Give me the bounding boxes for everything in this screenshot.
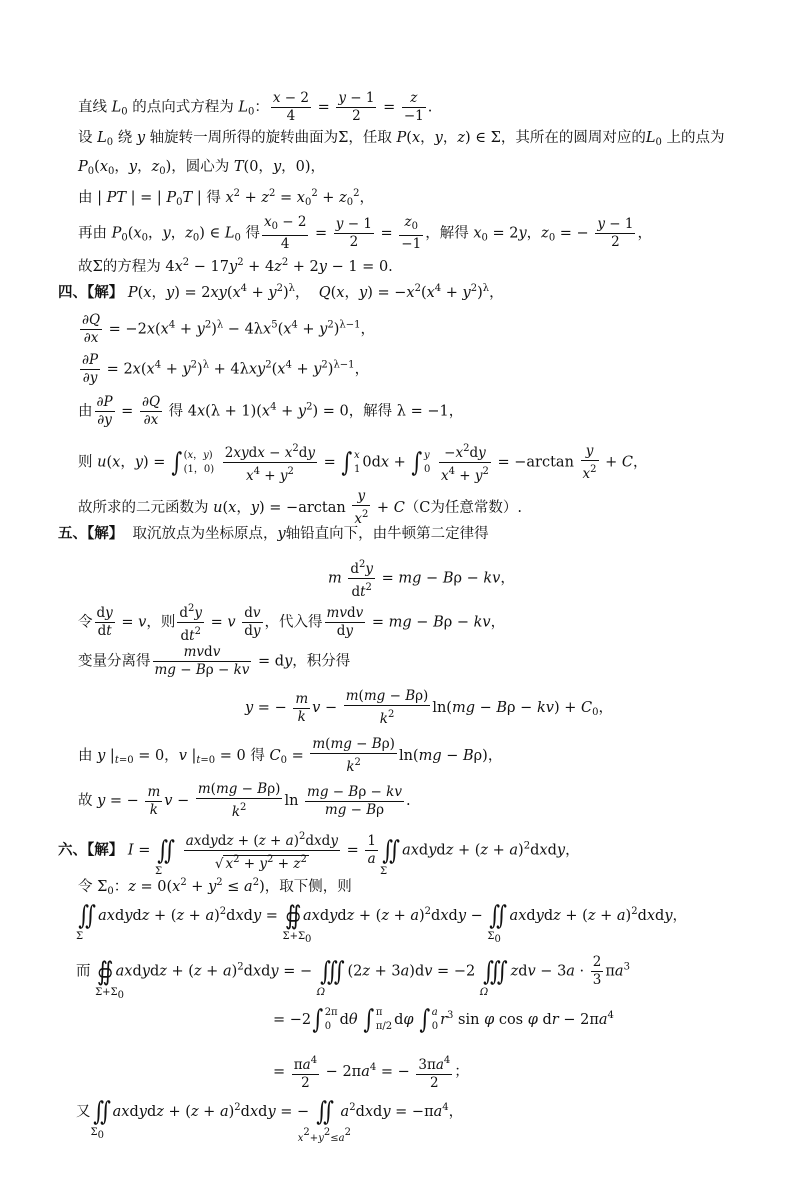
text: ，取下侧，则 (264, 879, 352, 895)
line-dp-dy: $\frac{\partial P}{\partial y}$ = $2x(x^4 + y^2)^\lambda + 4\lambda xy^2(x^4 + y^2)^{\lambda-1}$， (82, 352, 370, 386)
line-gauss-result: = $\frac{\pi a^4}{2}$ − $2\pi a^4$ = − $\frac{3\pi a^4}{2}$ ； (273, 1052, 469, 1092)
text: 绕 (117, 130, 133, 146)
line-sigma0-integral: 又∬ Σ0 axdydz + $(z + a)^2dxdy$ = − ∬ x2+y2≤a2 $a^2dxdy = -\pi a^4$， (76, 1097, 464, 1144)
text: 令 (78, 879, 93, 895)
line-center: $P_0(x_0$，y，$z_0$)，圆心为 T(0，y，0)， (78, 159, 326, 177)
line-sec6-i: 六、【解】 I = ∬ Σ axdydz + $(z + a)^2dxdy$ √ $x^2 + y^2 + z^2$ = $\frac{1}{a}$ ∬ Σ axdydz + $(z + a)^2dxdy$， (58, 828, 580, 873)
text: 直线 (78, 99, 107, 116)
line-distance: 由 | PT | = | $P_0T$ | 得 $x^2 + z^2 = x_0^2 + z_0^2$， (78, 188, 374, 208)
section-5-heading: 五、【解】 (58, 525, 124, 542)
line-separate: 变量分离得 mvdv mg − Bρ − kv = dy，积分得 (78, 644, 351, 678)
text: 再由 (78, 225, 107, 242)
text: 故所求的二元函数为 (78, 500, 209, 516)
line-substitute-v: 令 $\frac{dy}{dt}$ = v，则 $\frac{d^2y}{dt^2}$ = v $\frac{dv}{dy}$ ，代入得 mvdv dy = mg − Bρ − kv， (78, 600, 505, 645)
text: 得 (168, 403, 184, 420)
text: 又 (76, 1104, 91, 1120)
line-substitution: 再由 $P_0(x_0$，y，$z_0$) ∈ $L_0$ 得 $\frac{x_0 - 2}{4}$ = $\frac{y - 1}{2}$ = $\frac{z_0}{-1}$ ，解得 $x_0 = 2y$，$z_0$ = − $\frac{y - 1}{2}$ ， (78, 214, 652, 252)
line-sigma-equation: 故Σ的方程为 $4x^2 - 17y^2 + 4z^2 + 2y - 1 = 0$. (78, 257, 393, 275)
text: ，代入得 (264, 614, 323, 631)
text: 轴铅直向下，由牛顿第二定律得 (285, 526, 489, 542)
text: 得 (206, 190, 221, 206)
text: 由 (78, 403, 93, 420)
text: 轴旋转一周所得的旋转曲面为Σ，任取 (149, 130, 392, 146)
text: 设 (78, 130, 93, 146)
text: 故 (78, 793, 93, 809)
section-6-heading: 六、【解】 (58, 841, 124, 859)
line-integrated: y = − $\frac{m}{k}$ v − $\frac{m(mg - B\rho)}{k^2}$ $\ln(mg - B\rho - kv) + C_0$， (245, 688, 613, 727)
text: 的点向式方程为 (132, 99, 234, 116)
line-lambda: 由 $\frac{\partial P}{\partial y}$ = $\frac{\partial Q}{\partial x}$ 得 $4x(\lambda + 1)(x^4 + y^2) = 0$，解得 λ = −1， (78, 394, 464, 428)
line-sigma0: 令 $\Sigma_0$：$z = 0(x^2 + y^2 \le a^2)$，取下侧，则 (78, 877, 352, 897)
line-lo-equation: 直线 $L_0$ 的点向式方程为 $L_0$： $\frac{x - 2}{4}$ = $\frac{y - 1}{2}$ = $\frac{z}{-1}$ . (78, 90, 433, 124)
line-rotation-setup: 设 $L_0$ 绕 y 轴旋转一周所得的旋转曲面为Σ，任取 P(x，y，z) ∈ Σ，其所在的圆周对应的$L_0$ 上的点为 (78, 130, 725, 148)
text: ，解得 (348, 403, 393, 420)
line-u-result: 故所求的二元函数为 u(x，y) = −arctan $\frac{y}{x^2}$ + C（C为任意常数）. (78, 488, 522, 527)
text: 由 (78, 190, 93, 206)
text: ，圆心为 (171, 159, 230, 175)
section-4-heading: 四、【解】 (58, 284, 124, 301)
text: 故Σ的方程为 (78, 259, 161, 275)
text: 而 (76, 963, 91, 980)
line-newton: m $\frac{d^2y}{dt^2}$ = mg − Bρ − kv， (328, 556, 515, 601)
line-u-integral: 则 u(x，y) = ∫ (x，y) (1，0) 2xydx − $x^2dy$ $x^4 + y^2$ = ∫ x 1 0dx + ∫ y 0 $\frac{-x^2dy}{x^4 + y^2}$ = −arctan $\frac{y}{x^2}$ + C， (78, 440, 648, 485)
text: 上的点为 (666, 130, 725, 146)
text: 则 (78, 454, 93, 471)
text: ，解得 (425, 225, 469, 242)
text: 得 (250, 748, 265, 764)
line-dq-dx: $\frac{\partial Q}{\partial x}$ = $-2x(x^4 + y^2)^\lambda - 4\lambda x^5(x^4 + y^2)^{\lambda-1}$， (82, 312, 376, 346)
text: 得 (245, 225, 260, 242)
text: 取沉放点为坐标原点， (132, 526, 278, 542)
line-y-result: 故 y = − $\frac{m}{k}$ v − $\frac{m(mg - B\rho)}{k^2}$ ln $\frac{mg - B\rho - kv}{mg - B\rho}$ . (78, 781, 411, 820)
line-c0: 由 y $|_{t=0} = 0$，v $|_{t=0} = 0$ 得 $C_0$ = $\frac{m(mg - B\rho)}{k^2}$ ln(mg − Bρ)， (78, 736, 503, 775)
text: 令 (78, 614, 93, 631)
line-spherical: = −2∫ 2π 0 dθ ∫ π π/2 dφ ∫ a 0 $r^3$ sin φ cos φ dr − $2\pi a^4$ (273, 1005, 614, 1035)
text: ，则 (146, 614, 176, 631)
text: ，其所在的圆周对应的 (500, 130, 646, 146)
line-gauss: 而 ∯ Σ+Σ0 axdydz + $(z + a)^2dxdy$ = − ∭ Ω (2z + 3a)dv = −2 ∭ Ω zdv − 3a · $\frac{2}{3}$ $\pi a^3$ (76, 954, 630, 1001)
text: （C为任意常数）. (404, 500, 522, 516)
line-sec4-pq: 四、【解】 P(x，$y) = 2xy(x^4 + y^2)^\lambda$， Q(x，$y) = -x^2(x^4 + y^2)^\lambda$， (58, 283, 504, 301)
line-sec5-setup: 五、【解】 取沉放点为坐标原点，y轴铅直向下，由牛顿第二定律得 (58, 525, 489, 542)
line-split: ∬ Σ axdydz + $(z + a)^2dxdy$ = ∯ Σ+Σ0 axdydz + $(z + a)^2dxdy$ − ∬ Σ0 axdydz + $(z + a)^2dxdy$， (76, 901, 688, 945)
text: 由 (78, 748, 93, 764)
text: ，积分得 (292, 653, 351, 670)
text: 变量分离得 (78, 653, 151, 670)
